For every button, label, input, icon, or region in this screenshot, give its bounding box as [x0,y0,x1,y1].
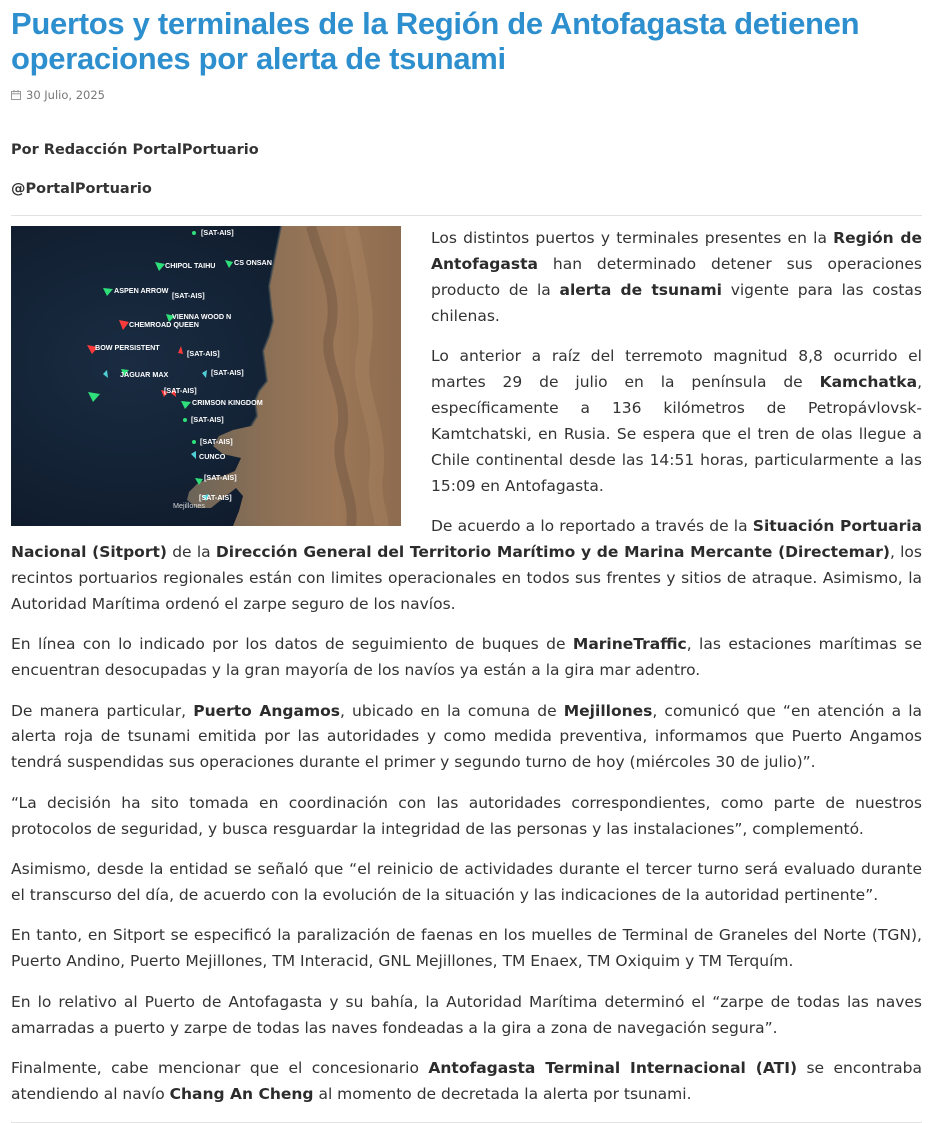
article-title: Puertos y terminales de la Región de Antofagasta detienen operaciones por alerta de tsunami [11,6,860,76]
map-label: CUNCO [199,452,226,461]
map-label: [SAT-AIS] [191,415,224,424]
paragraph: En línea con lo indicado por los datos de seguimiento de buques de MarineTraffic, las estaciones marítimas se encuentran desocupadas y la gran mayoría de los navíos ya están a la gira mar adentro. [11,635,922,680]
map-label: BOW PERSISTENT [95,343,160,352]
map-label: [SAT-AIS] [164,386,197,395]
paragraph: En lo relativo al Puerto de Antofagasta y su bahía, la Autoridad Marítima determinó el “zarpe de todas las naves amarradas a puerto y zarpe de todas las naves fondeadas a la gira a zona de navegación segura”. [11,992,922,1037]
divider [11,215,922,216]
map-label: [SAT-AIS] [172,291,205,300]
map-label: ASPEN ARROW [114,286,169,295]
map-label: JAGUAR MAX [120,370,169,379]
calendar-icon [11,90,21,100]
map-label: [SAT-AIS] [199,493,232,502]
article-body [11,226,922,1108]
map-label: CS ONSAN [234,258,272,267]
paragraph: “La decisión ha sito tomada en coordinación con las autoridades correspondientes, como parte de nuestros protocolos de seguridad, y busca resguardar la integridad de las personas y las instalaciones”, complementó. [11,793,922,838]
map-label: CRIMSON KINGDOM [192,398,263,407]
paragraph: De acuerdo a lo reportado a través de la Situación Portuaria Nacional (Sitport) de la Dirección General del Territorio Marítimo y de Marina Mercante (Directemar), los recintos portuarios regionales están con limites operacionales en todos sus frentes y sitios de atraque. Asimismo, la Autoridad Marítima ordenó el zarpe seguro de los navíos. [11,517,922,613]
article-meta [11,88,921,102]
publish-date: 30 Julio, 2025 [26,88,105,102]
author-handle[interactable]: @PortalPortuario [11,181,152,197]
article [0,6,921,1123]
map-label: [SAT-AIS] [201,228,234,237]
paragraph: Lo anterior a raíz del terremoto magnitud 8,8 ocurrido el martes 29 de julio en la península de Kamchatka, específicamente a 136 kilómetros de Petropávlovsk-Kamtchatski, en Rusia. Se espera que el tren de olas llegue a Chile continental desde las 14:51 horas, particularmente a las 15:09 en Antofagasta. [431,347,922,495]
map-label: CHEMROAD QUEEN [129,320,199,329]
author-byline: Por Redacción PortalPortuario [11,142,259,158]
map-label: [SAT-AIS] [200,437,233,446]
map-label: Mejillones [173,501,205,510]
paragraph: Asimismo, desde la entidad se señaló que “el reinicio de actividades durante el tercer turno será evaluado durante el transcurso del día, de acuerdo con la evolución de la situación y las indicaciones de la autoridad pertinente”. [11,860,922,904]
map-label: VIENNA WOOD N [172,312,232,321]
map-label: [SAT-AIS] [204,473,237,482]
map-label: CHIPOL TAIHU [165,261,216,270]
vessel-map-image [11,226,401,526]
paragraph: Finalmente, cabe mencionar que el concesionario Antofagasta Terminal Internacional (ATI) se encontraba atendiendo al navío Chang An Cheng al momento de decretada la alerta por tsunami. [11,1058,922,1103]
paragraph: Los distintos puertos y terminales presentes en la Región de Antofagasta han determinado detener sus operaciones producto de la alerta de tsunami vigente para las costas chilenas. [431,229,923,325]
paragraph: De manera particular, Puerto Angamos, ubicado en la comuna de Mejillones, comunicó que “en atención a la alerta roja de tsunami emitida por las autoridades y como medida preventiva, informamos que Puerto Angamos tendrá suspendidas sus operaciones durante el primer y segundo turno de hoy (miércoles 30 de julio)”. [11,701,923,772]
map-label: [SAT-AIS] [211,368,244,377]
map-label: [SAT-AIS] [187,349,220,358]
paragraph: En tanto, en Sitport se especificó la paralización de faenas en los muelles de Terminal de Graneles del Norte (TGN), Puerto Andino, Puerto Mejillones, TM Interacid, GNL Mejillones, TM Enaex, TM Oxiquim y TM Terquím. [11,926,922,971]
